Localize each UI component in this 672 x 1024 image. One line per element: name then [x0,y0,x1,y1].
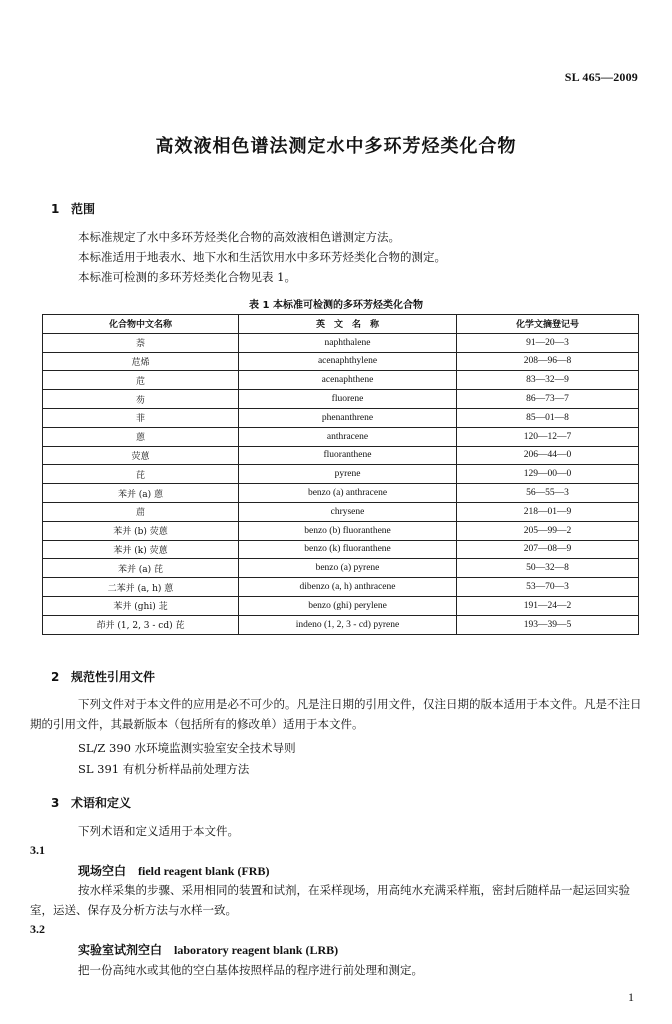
term-english: laboratory reagent blank (LRB) [174,943,339,957]
term-chinese: 现场空白 [78,864,127,878]
cell-chinese-name: 苯并 (a) 芘 [43,559,239,578]
cell-english-name: benzo (ghi) perylene [239,596,457,615]
table-row [43,390,639,409]
cell-english-name: benzo (k) fluoranthene [239,540,457,559]
table-row [43,596,639,615]
cell-cas-number: 83—32—9 [457,371,639,390]
cell-cas-number: 129—00—0 [457,465,639,484]
table-header-row [43,315,639,334]
cell-chinese-name: 茚并 (1, 2, 3 - cd) 芘 [43,615,239,634]
section-1-number: 1 [51,202,60,216]
column-header-cas-number: 化学文摘登记号 [457,315,639,334]
cell-cas-number: 207—08—9 [457,540,639,559]
cell-english-name: anthracene [239,427,457,446]
page-number: 1 [628,990,634,1004]
cell-cas-number: 56—55—3 [457,484,639,503]
cell-chinese-name: 二苯并 (a, h) 蒽 [43,578,239,597]
section-3-title: 术语和定义 [71,796,132,810]
term-chinese: 实验室试剂空白 [78,943,163,957]
section-2-heading [51,668,155,685]
cell-english-name: benzo (a) pyrene [239,559,457,578]
reference-item: SL 391 有机分析样品前处理方法 [78,762,250,776]
section-2-title: 规范性引用文件 [71,670,156,684]
table-row [43,427,639,446]
cell-chinese-name: 苊烯 [43,352,239,371]
section-1-title: 范围 [71,202,96,216]
cell-english-name: pyrene [239,465,457,484]
term-english: field reagent blank (FRB) [138,864,270,878]
cell-chinese-name: 芴 [43,390,239,409]
table-row [43,502,639,521]
scope-paragraph-3: 本标准可检测的多环芳烃类化合物见表 1。 [78,270,296,284]
cell-chinese-name: 芘 [43,465,239,484]
table-1-caption: 表 1 本标准可检测的多环芳烃类化合物 [249,300,423,311]
cell-cas-number: 193—39—5 [457,615,639,634]
cell-chinese-name: 苯并 (a) 蒽 [43,484,239,503]
cell-english-name: acenaphthylene [239,352,457,371]
reference-item: SL/Z 390 水环境监测实验室安全技术导则 [78,741,296,755]
scope-paragraph-1: 本标准规定了水中多环芳烃类化合物的高效液相色谱测定方法。 [78,230,400,244]
table-row [43,446,639,465]
scope-paragraph-2: 本标准适用于地表水、地下水和生活饮用水中多环芳烃类化合物的测定。 [78,250,446,264]
cell-cas-number: 208—96—8 [457,352,639,371]
cell-english-name: chrysene [239,502,457,521]
cell-cas-number: 191—24—2 [457,596,639,615]
table-row [43,578,639,597]
cell-english-name: benzo (b) fluoranthene [239,521,457,540]
table-row [43,371,639,390]
cell-english-name: indeno (1, 2, 3 - cd) pyrene [239,615,457,634]
table-row [43,615,639,634]
term-definition: 按水样采集的步骤、采用相同的装置和试剂，在采样现场，用高纯水充满采样瓶，密封后随样品一起运回实验室，运送、保存及分析方法与水样一致。 [30,883,630,917]
table-row [43,484,639,503]
pah-compound-table [42,314,639,635]
table-row [43,540,639,559]
column-header-chinese-name: 化合物中文名称 [43,315,239,334]
cell-cas-number: 86—73—7 [457,390,639,409]
term-title [78,862,269,879]
cell-english-name: benzo (a) anthracene [239,484,457,503]
table-row [43,352,639,371]
term-number: 3.1 [30,843,45,857]
terms-intro: 下列术语和定义适用于本文件。 [78,824,239,838]
cell-english-name: acenaphthene [239,371,457,390]
table-row [43,465,639,484]
cell-chinese-name: 苯并 (b) 荧蒽 [43,521,239,540]
cell-chinese-name: 菲 [43,408,239,427]
cell-cas-number: 206—44—0 [457,446,639,465]
table-row [43,333,639,352]
cell-cas-number: 50—32—8 [457,559,639,578]
cell-english-name: dibenzo (a, h) anthracene [239,578,457,597]
cell-cas-number: 85—01—8 [457,408,639,427]
cell-english-name: fluorene [239,390,457,409]
cell-chinese-name: 萘 [43,333,239,352]
cell-cas-number: 218—01—9 [457,502,639,521]
document-title: 高效液相色谱法测定水中多环芳烃类化合物 [155,136,517,157]
cell-chinese-name: 蒽 [43,427,239,446]
section-3-heading [51,794,131,811]
cell-cas-number: 53—70—3 [457,578,639,597]
cell-chinese-name: 苯并 (ghi) 苝 [43,596,239,615]
cell-cas-number: 205—99—2 [457,521,639,540]
term-definition: 把一份高纯水或其他的空白基体按照样品的程序进行前处理和测定。 [78,963,423,977]
section-1-heading [51,200,95,217]
column-header-english-name: 英 文 名 称 [239,315,457,334]
section-2-number: 2 [51,670,60,684]
cell-cas-number: 120—12—7 [457,427,639,446]
cell-english-name: fluoranthene [239,446,457,465]
table-row [43,559,639,578]
term-title [78,941,338,958]
cell-chinese-name: 荧蒽 [43,446,239,465]
cell-chinese-name: 苯并 (k) 荧蒽 [43,540,239,559]
cell-chinese-name: 䓛 [43,502,239,521]
cell-english-name: phenanthrene [239,408,457,427]
cell-english-name: naphthalene [239,333,457,352]
section-3-number: 3 [51,796,60,810]
normative-references-paragraph: 下列文件对于本文件的应用是必不可少的。凡是注日期的引用文件，仅注日期的版本适用于本文件。凡是不注日期的引用文件，其最新版本（包括所有的修改单）适用于本文件。 [30,697,642,731]
cell-chinese-name: 苊 [43,371,239,390]
cell-cas-number: 91—20—3 [457,333,639,352]
table-row [43,408,639,427]
standard-code: SL 465—2009 [564,70,638,84]
table-row [43,521,639,540]
term-number: 3.2 [30,922,45,936]
